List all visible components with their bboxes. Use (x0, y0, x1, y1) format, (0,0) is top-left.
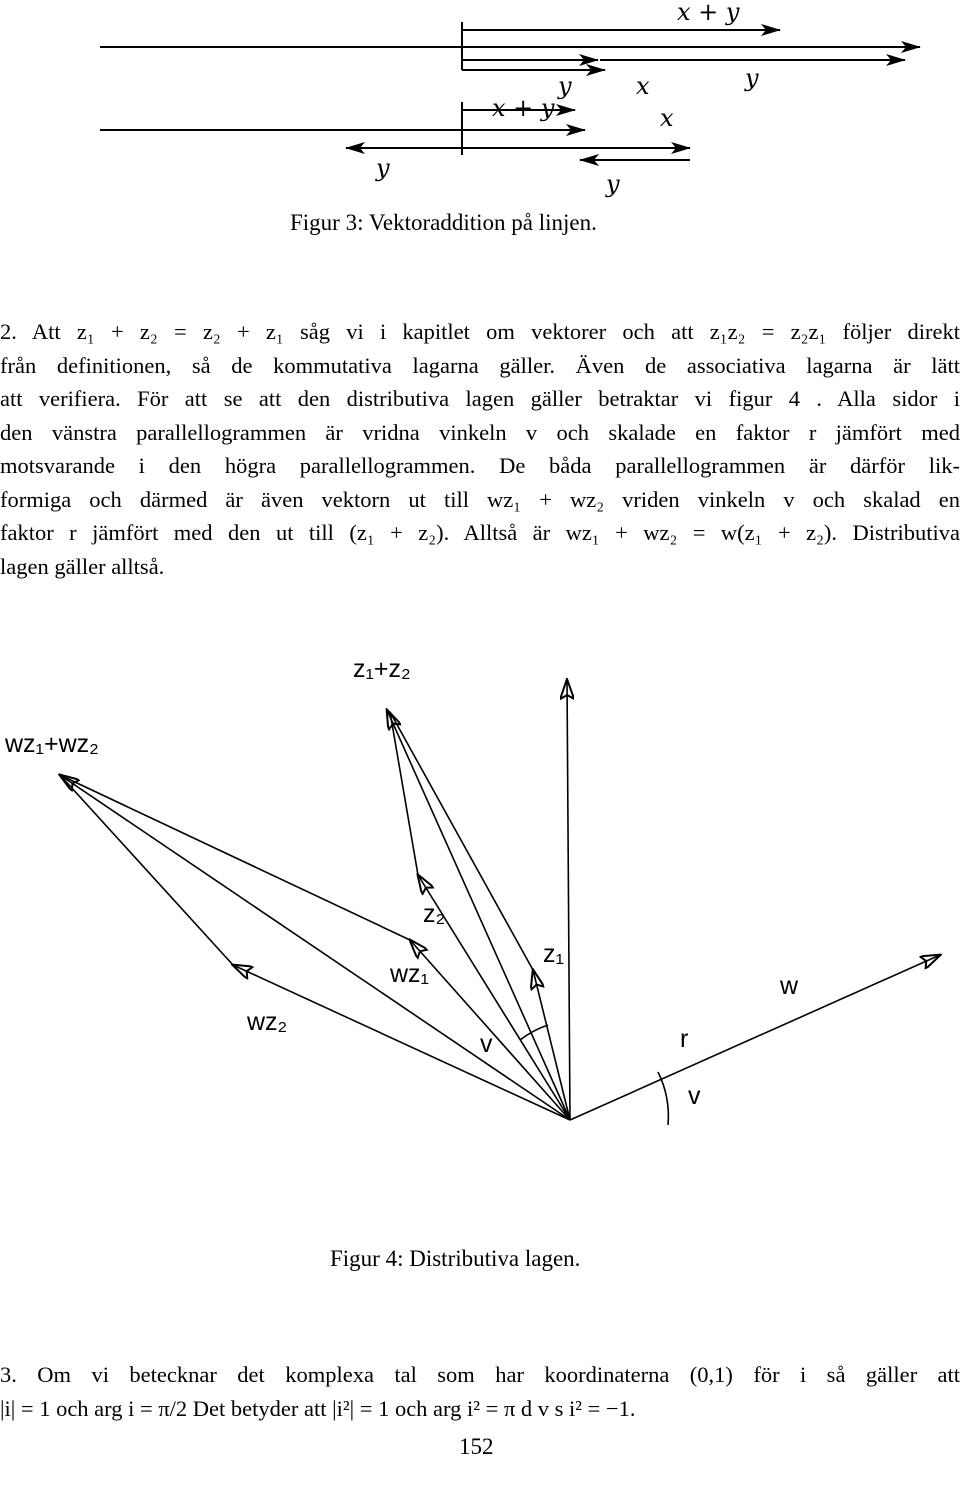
label-x-mid: x (660, 104, 674, 132)
page-number: 152 (459, 1434, 494, 1459)
label-wz1-plus-wz2: wz₁+wz₂ (5, 730, 99, 758)
paragraph-line: att verifiera. För att se att den distributiva lagen gäller betraktar vi figur 4 . Alla sidor i (0, 386, 960, 411)
parallelogram-side (60, 775, 410, 940)
paragraph-line: från definitionen, så de kommutativa lagarna gäller. Även de associativa lagarna är lätt (0, 352, 960, 378)
label-y-left: y (376, 154, 390, 182)
label-z1: z₁ (543, 940, 564, 968)
paragraph-line: |i| = 1 och arg i = π/2 Det betyder att |i²| = 1 och arg i² = π d v s i² = −1. (0, 1395, 636, 1421)
label-x-plus-y-top: x + y (677, 0, 740, 26)
label-v-left: v (480, 1030, 493, 1058)
label-z1-plus-z2: z₁+z₂ (353, 655, 411, 683)
vertical-axis (567, 680, 570, 1120)
parallelogram-side (60, 775, 233, 965)
paragraph-line: motsvarande i den högra parallellogrammen. De båda parallellogrammen är därför lik- (0, 453, 960, 478)
paragraph-3 (0, 1358, 960, 1425)
label-x-mid-top: x (636, 72, 650, 100)
vector-w (570, 955, 940, 1120)
label-y-right: y (745, 64, 759, 92)
paragraph-line: lagen gäller alltså. (0, 553, 165, 579)
figure-3-caption: Figur 3: Vektoraddition på linjen. (290, 210, 597, 235)
paragraph-line: den vänstra parallellogrammen är vridna vinkeln v och skalade en faktor r jämfört med (0, 419, 960, 445)
figure-4-caption: Figur 4: Distributiva lagen. (330, 1246, 581, 1271)
paragraph-line: formiga och därmed är även vektorn ut till wz₁ + wz₂ vriden vinkeln v och skalad en (0, 486, 960, 512)
label-wz2: wz₂ (247, 1008, 288, 1036)
label-x-plus-y-mid: x + y (492, 94, 555, 122)
label-z2: z₂ (423, 900, 446, 928)
paragraph-line: faktor r jämfört med den ut till (z₁ + z₂). Alltså är wz₁ + wz₂ = w(z₁ + z₂). Distributiva (0, 520, 960, 545)
label-y-bottom: y (606, 170, 620, 198)
label-r: r (680, 1025, 689, 1053)
paragraph-line: 2. Att z₁ + z₂ = z₂ + z₁ såg vi i kapitlet om vektorer och att z₁z₂ = z₂z₁ följer direkt (0, 319, 960, 344)
label-wz1: wz₁ (390, 960, 429, 988)
label-y-mid-top: y (558, 72, 572, 100)
label-w: w (780, 972, 799, 1000)
paragraph-line: 3. Om vi betecknar det komplexa tal som har koordinaterna (0,1) för i så gäller att (0, 1362, 960, 1387)
vector-z1 (533, 970, 570, 1120)
label-v-right: v (688, 1082, 701, 1110)
